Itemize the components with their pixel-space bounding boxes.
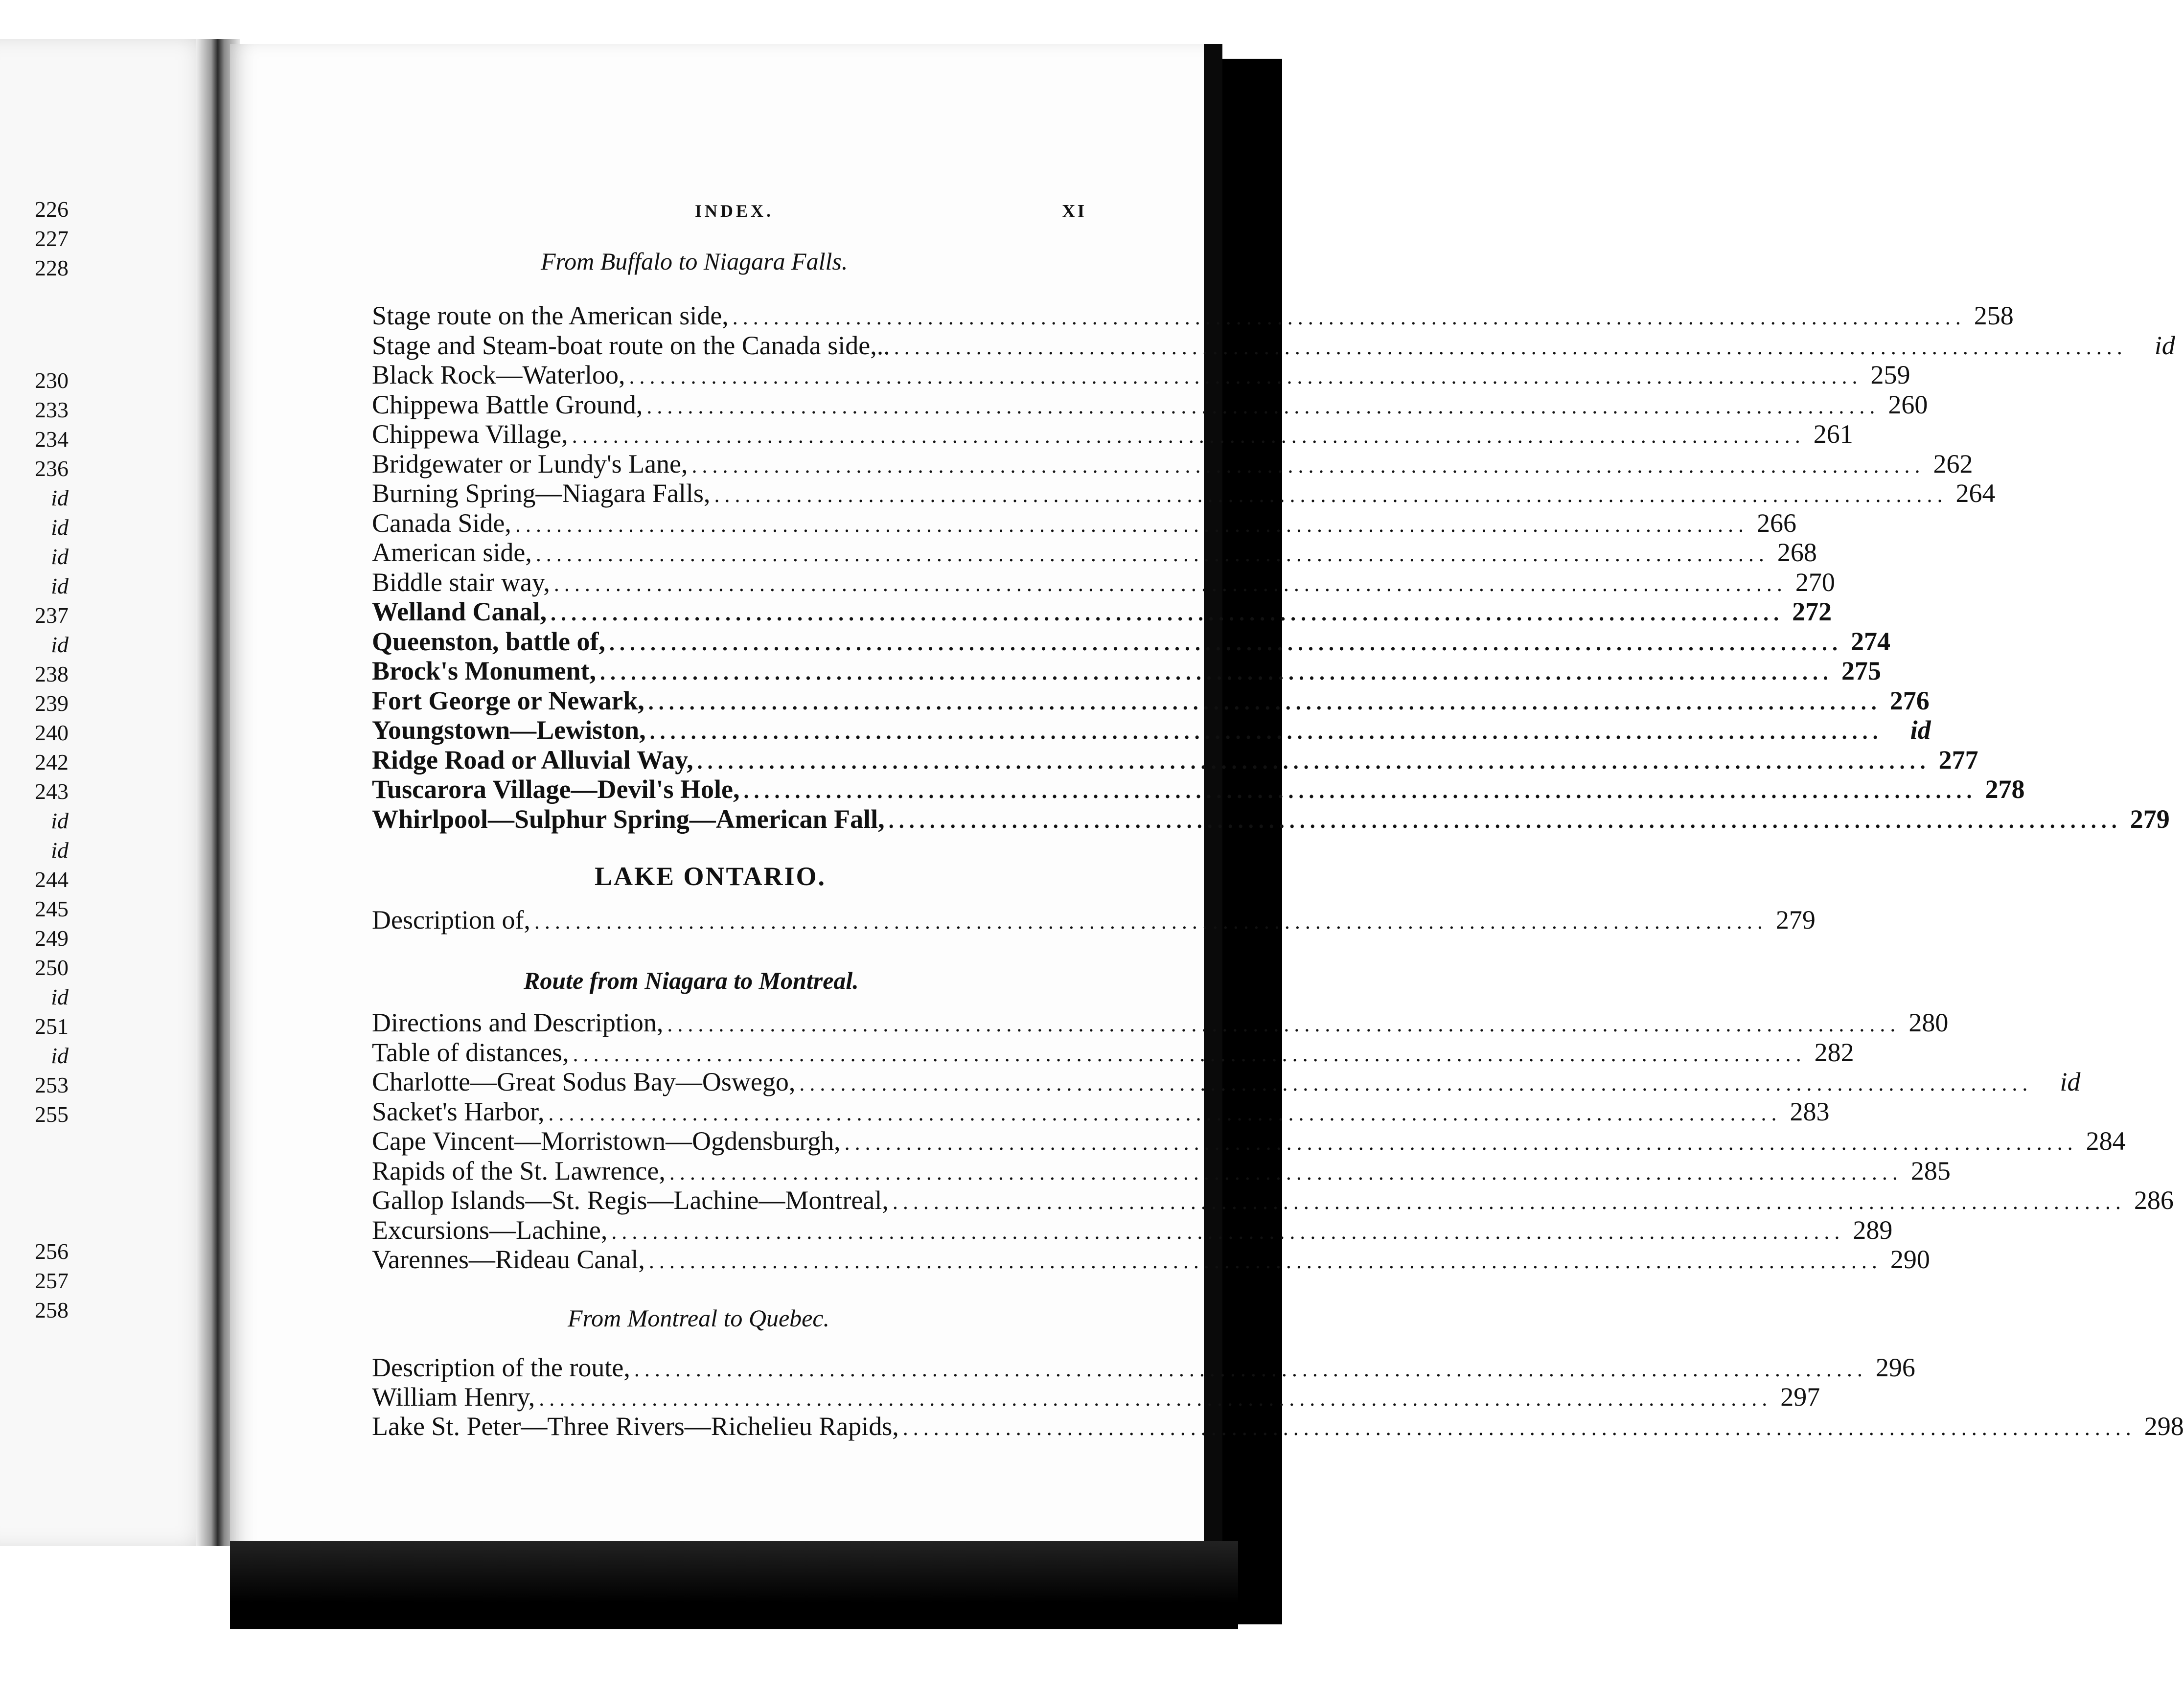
dot-leader: ........................................................................................................................ [548, 1101, 1782, 1125]
entry-page-number: 296 [1875, 1353, 1915, 1382]
entry-label: Gallop Islands—St. Regis—Lachine—Montreal, [372, 1185, 889, 1215]
entry-page-number: 275 [1841, 656, 1882, 685]
entry-page-number: 270 [1795, 567, 1835, 597]
index-entry [372, 715, 1931, 745]
index-entry [372, 1126, 2126, 1156]
dot-leader: ........................................................................................................................ [732, 305, 1966, 329]
dot-leader: ........................................................................................................................ [691, 453, 1925, 478]
entry-label: Brock's Monument, [372, 656, 597, 685]
dot-leader: ........................................................................................................................ [648, 690, 1882, 714]
previous-page-number: 234 [35, 427, 69, 452]
previous-page-number: 250 [35, 955, 69, 980]
entry-page-number: 262 [1933, 449, 1973, 479]
section-title: Route from Niagara to Montreal. [524, 967, 859, 994]
entry-label: Excursions—Lachine, [372, 1215, 608, 1245]
previous-page-number: 227 [35, 226, 69, 251]
index-entry [372, 508, 1796, 538]
dot-leader: ........................................................................................................................ [553, 571, 1787, 596]
entry-label: Whirlpool—Sulphur Spring—American Fall, [372, 804, 885, 834]
previous-page-fragment [0, 39, 215, 1546]
dot-leader: ........................................................................................................................ [799, 1071, 2033, 1095]
entry-label: Charlotte—Great Sodus Bay—Oswego, [372, 1067, 796, 1096]
entry-label: Lake St. Peter—Three Rivers—Richelieu Rapids, [372, 1412, 899, 1441]
previous-page-number: id [51, 1043, 69, 1068]
previous-page-number: 236 [35, 456, 69, 481]
dot-leader: ........................................................................................................................ [892, 1190, 2126, 1214]
entry-label: Varennes—Rideau Canal, [372, 1245, 645, 1274]
previous-page-number: id [51, 485, 69, 510]
dot-leader: ........................................................................................................................ [600, 661, 1834, 684]
index-entry [372, 775, 2025, 804]
entry-page-number: 283 [1790, 1096, 1830, 1126]
entry-page-number: 268 [1777, 538, 1817, 567]
entry-page-number: id [2154, 330, 2175, 360]
previous-page-number: 243 [35, 779, 69, 804]
index-entry [372, 419, 1853, 449]
previous-page-number: 249 [35, 926, 69, 951]
previous-page-number: 245 [35, 896, 69, 921]
index-entry [372, 656, 1882, 685]
index-entry [372, 1037, 1854, 1067]
entry-label: Youngstown—Lewiston, [372, 715, 646, 745]
index-entry [372, 1245, 1930, 1274]
index-entry [372, 479, 1996, 508]
index-entry [372, 389, 1928, 419]
entry-label: Description of, [372, 905, 530, 935]
entry-page-number: 285 [1910, 1156, 1951, 1185]
dot-leader: ........................................................................................................................ [551, 601, 1784, 625]
previous-page-number: 240 [35, 720, 69, 745]
entry-label: Table of distances, [372, 1037, 569, 1067]
previous-page-number: 257 [35, 1268, 69, 1293]
dot-leader: ........................................................................................................................ [611, 1219, 1845, 1244]
index-entry [372, 567, 1835, 597]
previous-page-number: id [51, 808, 69, 833]
dot-leader: ........................................................................................................................ [649, 720, 1883, 744]
index-entry [372, 1382, 1820, 1412]
entry-label: Black Rock—Waterloo, [372, 360, 625, 389]
entry-page-number: 286 [2134, 1185, 2174, 1215]
previous-page-number: 242 [35, 750, 69, 775]
section-title: LAKE ONTARIO. [595, 862, 827, 891]
previous-page-number: 244 [35, 867, 69, 892]
entry-page-number: id [1910, 715, 1931, 745]
scan-speck [1263, 166, 1267, 186]
entry-page-number: 279 [1775, 905, 1816, 935]
entry-label: Stage route on the American side, [372, 301, 729, 330]
entry-page-number: 264 [1955, 479, 1996, 508]
page-number: XI [1062, 201, 1087, 222]
entry-label: Cape Vincent—Morristown—Ogdensburgh, [372, 1126, 841, 1156]
entry-label: Bridgewater or Lundy's Lane, [372, 449, 688, 479]
scan-speck [1253, 1585, 1257, 1589]
index-entry [372, 1185, 2174, 1215]
running-head: INDEX. [695, 201, 774, 221]
dot-leader: ........................................................................................................................ [844, 1131, 2078, 1155]
dot-leader: ........................................................................................................................ [629, 365, 1862, 388]
entry-label: Biddle stair way, [372, 567, 550, 597]
dot-leader: ........................................................................................................................ [902, 1416, 2136, 1440]
previous-page-number: 233 [35, 397, 69, 422]
entry-page-number: 297 [1780, 1382, 1820, 1412]
entry-page-number: 276 [1889, 685, 1930, 715]
entry-label: Stage and Steam-boat route on the Canada side,.. [372, 330, 890, 360]
dot-leader: ........................................................................................................................ [539, 1387, 1772, 1411]
dot-leader: ........................................................................................................................ [888, 808, 2122, 833]
section-title: From Buffalo to Niagara Falls. [541, 248, 848, 275]
entry-page-number: 280 [1908, 1008, 1949, 1037]
entry-page-number: 272 [1792, 597, 1832, 626]
dot-leader: ........................................................................................................................ [535, 542, 1769, 566]
entry-page-number: 279 [2130, 804, 2170, 834]
dot-leader: ........................................................................................................................ [515, 512, 1748, 537]
previous-page-number: 256 [35, 1239, 69, 1264]
entry-label: Burning Spring—Niagara Falls, [372, 479, 711, 508]
index-entry [372, 449, 1973, 479]
previous-page-number: id [51, 544, 69, 569]
entry-label: Description of the route, [372, 1353, 630, 1382]
previous-page-number: id [51, 984, 69, 1009]
previous-page-number: 258 [35, 1298, 69, 1322]
dot-leader: ........................................................................................................................ [573, 1042, 1806, 1066]
entry-label: Chippewa Battle Ground, [372, 389, 643, 419]
section-title: From Montreal to Quebec. [568, 1304, 830, 1332]
entry-label: Directions and Description, [372, 1008, 664, 1037]
entry-label: Welland Canal, [372, 597, 547, 626]
dot-leader: ........................................................................................................................ [572, 424, 1805, 448]
scan-speck [1267, 1600, 1270, 1603]
entry-page-number: 260 [1888, 389, 1928, 419]
dot-leader: ........................................................................................................................ [697, 749, 1931, 774]
index-entry [372, 685, 1930, 715]
previous-page-number: 253 [35, 1072, 69, 1097]
index-entry [372, 301, 2014, 330]
previous-page-number: 226 [35, 197, 69, 222]
previous-page-number: 255 [35, 1102, 69, 1127]
entry-label: Queenston, battle of, [372, 626, 605, 656]
index-entry [372, 1156, 1951, 1185]
index-entry [372, 1215, 1893, 1245]
index-entry [372, 1008, 1949, 1037]
index-entry [372, 1096, 1830, 1126]
index-entry [372, 745, 1978, 775]
entry-page-number: 277 [1938, 745, 1978, 775]
previous-page-number: 239 [35, 691, 69, 716]
dot-leader: ........................................................................................................................ [646, 394, 1880, 418]
entry-label: William Henry, [372, 1382, 535, 1412]
dot-leader: ........................................................................................................................ [894, 335, 2127, 359]
dot-leader: ........................................................................................................................ [743, 779, 1977, 803]
previous-page-number: id [51, 632, 69, 657]
previous-page-number: id [51, 838, 69, 863]
dot-leader: ........................................................................................................................ [648, 1249, 1882, 1273]
index-entry [372, 360, 1910, 389]
bottom-shadow [230, 1541, 1238, 1629]
entry-page-number: 289 [1853, 1215, 1893, 1245]
previous-page-number: 237 [35, 603, 69, 628]
entry-page-number: 298 [2144, 1412, 2184, 1441]
dot-leader: ........................................................................................................................ [634, 1357, 1867, 1381]
index-entry [372, 1067, 2081, 1096]
entry-label: Ridge Road or Alluvial Way, [372, 745, 693, 775]
entry-label: Tuscarora Village—Devil's Hole, [372, 775, 740, 804]
entry-page-number: 274 [1850, 626, 1890, 656]
index-entry [372, 538, 1817, 567]
entry-page-number: 258 [1974, 301, 2014, 330]
entry-page-number: 290 [1890, 1245, 1930, 1274]
dot-leader: ........................................................................................................................ [534, 910, 1768, 934]
entry-page-number: id [2060, 1067, 2081, 1096]
entry-page-number: 261 [1813, 419, 1853, 449]
entry-label: American side, [372, 538, 532, 567]
index-entry [372, 1412, 2184, 1441]
entry-label: Fort George or Newark, [372, 685, 644, 715]
entry-page-number: 284 [2086, 1126, 2126, 1156]
dot-leader: ........................................................................................................................ [667, 1012, 1901, 1036]
previous-page-number: id [51, 573, 69, 598]
previous-page-number: 228 [35, 255, 69, 280]
dot-leader: ........................................................................................................................ [609, 631, 1842, 655]
index-entry [372, 626, 1890, 656]
previous-page-number: 238 [35, 661, 69, 686]
entry-page-number: 282 [1814, 1037, 1854, 1067]
index-entry [372, 597, 1832, 626]
index-entry [372, 804, 2170, 834]
entry-label: Sacket's Harbor, [372, 1096, 545, 1126]
dot-leader: ........................................................................................................................ [714, 483, 1948, 507]
previous-page-number: 251 [35, 1014, 69, 1039]
index-entry [372, 1353, 1915, 1382]
entry-page-number: 278 [1985, 775, 2025, 804]
index-entry [372, 905, 1816, 935]
entry-label: Canada Side, [372, 508, 511, 538]
entry-label: Chippewa Village, [372, 419, 568, 449]
dot-leader: ........................................................................................................................ [669, 1160, 1903, 1185]
entry-page-number: 266 [1756, 508, 1796, 538]
entry-label: Rapids of the St. Lawrence, [372, 1156, 666, 1185]
previous-page-number: 230 [35, 368, 69, 393]
entry-page-number: 259 [1870, 360, 1910, 389]
index-entry [372, 330, 2175, 360]
previous-page-number: id [51, 515, 69, 540]
